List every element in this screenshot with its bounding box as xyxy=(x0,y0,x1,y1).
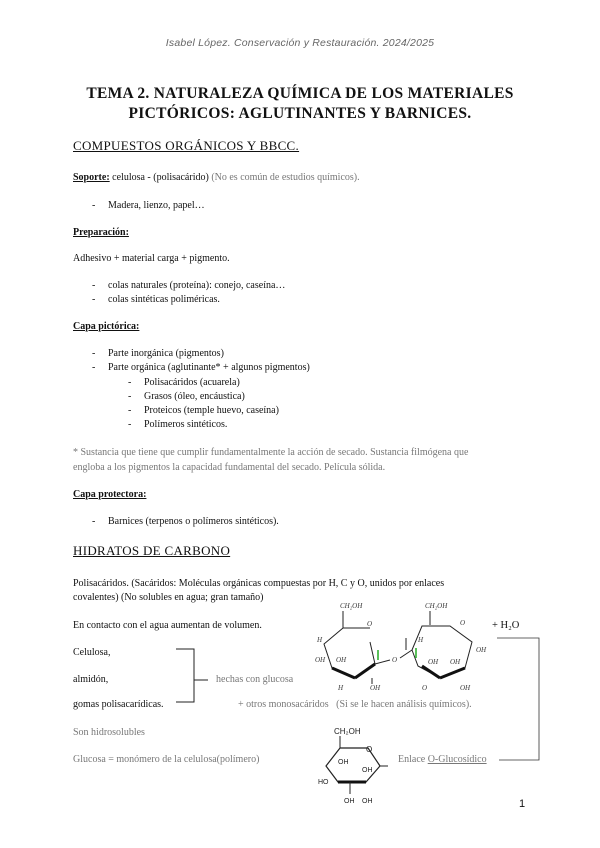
preparacion-label: Preparación: xyxy=(73,227,129,238)
hc-otros-note: (Si se le hacen análisis químicos). xyxy=(336,699,472,710)
title-line-1: TEMA 2. NATURALEZA QUÍMICA DE LOS MATERIALES xyxy=(86,85,514,102)
bullet-dash: - xyxy=(128,377,132,388)
hc-glucosa: Glucosa = monómero de la celulosa(polímero) xyxy=(73,754,260,765)
hc-hechas: hechas con glucosa xyxy=(216,674,294,685)
capa-pictorica-subitem: Polímeros sintéticos. xyxy=(144,419,228,430)
hc-line-2: covalentes) (No solubles en agua; gran tamaño) xyxy=(73,592,264,603)
footnote-line-2: engloba a los pigmentos la capacidad fundamental del secado. Película sólida. xyxy=(73,462,386,473)
h-label: H xyxy=(418,636,424,644)
capa-protectora-label: Capa protectora: xyxy=(73,489,147,500)
soporte-label: Soporte: xyxy=(73,172,110,183)
h-label: H xyxy=(317,636,323,644)
oh-label: OH xyxy=(428,658,439,666)
bullet-dash: - xyxy=(92,516,96,527)
hc-line-1: Polisacáridos. (Sacáridos: Moléculas orgánicas compuestas por H, C y O, unidos por enlaces xyxy=(73,578,445,589)
glucose-structure xyxy=(310,724,400,806)
oh-label: OH xyxy=(450,658,461,666)
hc-celulosa: Celulosa, xyxy=(73,647,111,658)
capa-pictorica-item: Parte orgánica (aglutinante* + algunos pigmentos) xyxy=(108,362,310,373)
preparacion-item: colas naturales (proteína): conejo, caseína… xyxy=(108,280,286,291)
grouping-bracket xyxy=(170,640,210,710)
hc-enlace xyxy=(398,753,487,767)
capa-pictorica-subitem: Proteicos (temple huevo, caseína) xyxy=(144,405,279,416)
oh-label: OH xyxy=(315,656,326,664)
hc-almidon: almidón, xyxy=(73,674,109,685)
capa-pictorica-item: Parte inorgánica (pigmentos) xyxy=(108,348,224,359)
soporte-item: Madera, lienzo, papel… xyxy=(108,200,205,211)
capa-protectora-item: Barnices (terpenos o polímeros sintéticos). xyxy=(108,516,279,527)
title-line-2: PICTÓRICOS: AGLUTINANTES Y BARNICES. xyxy=(128,105,472,122)
bullet-dash: - xyxy=(92,200,96,211)
bullet-dash: - xyxy=(92,348,96,359)
preparacion-item: colas sintéticas poliméricas. xyxy=(108,294,220,305)
hc-enlace-name: O-Glucosídico xyxy=(427,754,487,765)
page-number: 1 xyxy=(519,798,526,810)
hc-hidrosolubles: Son hidrosolubles xyxy=(73,727,145,738)
oh-label: OH xyxy=(362,798,373,805)
ring-oxygen-label: O xyxy=(367,620,373,628)
oh-label: OH xyxy=(362,767,373,774)
oh-label: OH xyxy=(336,656,347,664)
ch2oh-label: CH₂OH xyxy=(425,602,448,610)
section-heading-compuestos: COMPUESTOS ORGÁNICOS Y BBCC. xyxy=(73,138,300,153)
capa-pictorica-label: Capa pictórica: xyxy=(73,321,140,332)
soporte-text: celulosa - (polisacárido) xyxy=(109,172,212,183)
hc-otros xyxy=(238,698,472,712)
ch2oh-label: CH₂OH xyxy=(340,602,363,610)
soporte-note: (No es común de estudios químicos). xyxy=(211,172,360,183)
oh-label: OH xyxy=(344,798,355,805)
bridge-oxygen-label: O xyxy=(392,656,398,664)
oh-label: OH xyxy=(370,684,381,692)
capa-pictorica-subitem: Polisacáridos (acuarela) xyxy=(144,377,240,388)
footnote-line-1: * Sustancia que tiene que cumplir fundamentalmente la acción de secado. Sustancia filmógena que xyxy=(73,447,469,458)
ch2oh-label: CH₂OH xyxy=(334,727,361,736)
ring-oxygen-label: O xyxy=(366,745,373,754)
hc-enlace-prefix: Enlace xyxy=(398,754,428,765)
ring-oxygen-label: O xyxy=(460,619,466,627)
oh-label: OH xyxy=(476,646,487,654)
bullet-dash: - xyxy=(92,362,96,373)
oh-label: OH xyxy=(338,759,349,766)
hc-otros-text: + otros monosacáridos xyxy=(238,699,329,710)
bullet-dash: - xyxy=(128,419,132,430)
preparacion-text: Adhesivo + material carga + pigmento. xyxy=(73,253,230,264)
h-label: H xyxy=(338,684,344,692)
oh-label: O xyxy=(422,684,428,692)
hc-gomas: gomas polisacarídicas. xyxy=(73,699,164,710)
page-title xyxy=(60,84,540,124)
connector-line xyxy=(495,636,545,766)
page-header: Isabel López. Conservación y Restauración. 2024/2025 xyxy=(165,37,435,49)
hc-plus-water: + H₂O xyxy=(492,620,520,631)
h-label: OH xyxy=(460,684,471,692)
hc-contacto: En contacto con el agua aumentan de volumen. xyxy=(73,620,262,631)
disaccharide-structure xyxy=(300,598,500,693)
ho-label: HO xyxy=(318,779,329,786)
capa-pictorica-subitem: Grasos (óleo, encáustica) xyxy=(144,391,245,402)
bullet-dash: - xyxy=(128,391,132,402)
section-heading-hidratos: HIDRATOS DE CARBONO xyxy=(73,543,231,558)
bullet-dash: - xyxy=(92,294,96,305)
bullet-dash: - xyxy=(92,280,96,291)
bullet-dash: - xyxy=(128,405,132,416)
soporte-line xyxy=(73,171,360,185)
